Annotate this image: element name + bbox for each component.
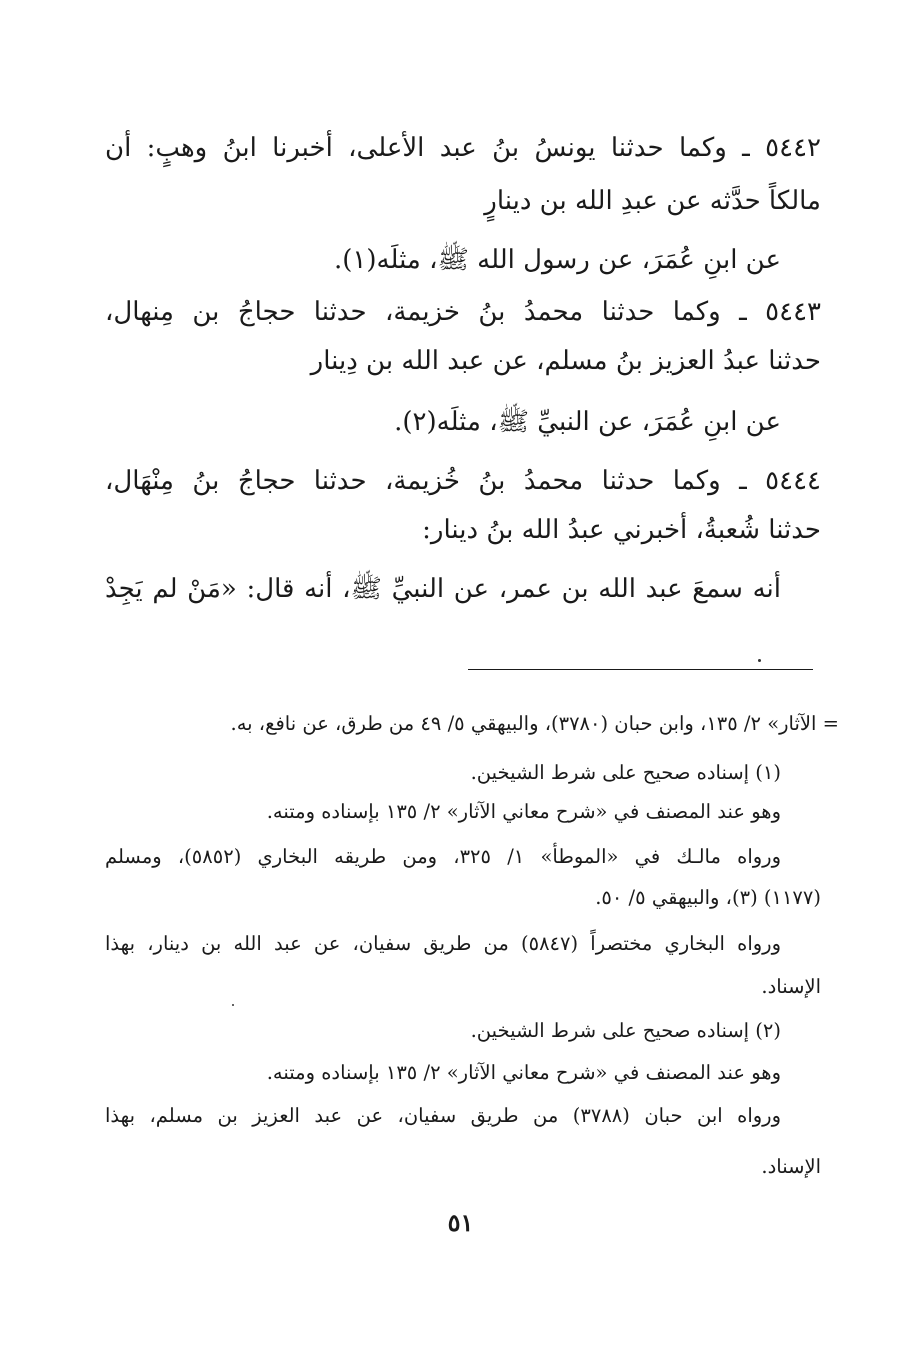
hadith-5442-line-1: ٥٤٤٢ ـ وكما حدثنا يونسُ بنُ عبد الأعلى، أخبرنا ابنُ وهبٍ: أن	[105, 133, 821, 163]
hadith-5444-line-2: حدثنا شُعبةُ، أخبرني عبدُ الله بنُ دينار:	[422, 515, 821, 545]
print-speck	[758, 659, 761, 662]
footnote-1-line-1: (١) إسناده صحيح على شرط الشيخين.	[470, 761, 781, 784]
hadith-5443-line-2: حدثنا عبدُ العزيز بنُ مسلم، عن عبد الله بن دِينار	[310, 346, 821, 376]
hadith-5443-line-3: عن ابنِ عُمَرَ، عن النبيِّ ﷺ، مثلَه(٢).	[394, 407, 781, 437]
footnote-separator	[468, 669, 813, 670]
hadith-5444-line-3: أنه سمعَ عبد الله بن عمر، عن النبيِّ ﷺ، أنه قال: «مَنْ لم يَجِدْ	[105, 574, 781, 604]
hadith-5444-line-1: ٥٤٤٤ ـ وكما حدثنا محمدُ بنُ خُزيمة، حدثنا حجاجُ بنُ مِنْهَال،	[105, 466, 821, 496]
footnote-2-line-1: (٢) إسناده صحيح على شرط الشيخين.	[470, 1019, 781, 1042]
page-number: ٥١	[447, 1208, 474, 1237]
footnote-1-line-3: ورواه مالـك في «الموطأ» ١/ ٣٢٥، ومن طريقه البخاري (٥٨٥٢)، ومسلم	[105, 845, 781, 868]
footnote-2-line-2: وهو عند المصنف في «شرح معاني الآثار» ٢/ ١٣٥ بإسناده ومتنه.	[266, 1061, 781, 1084]
print-speck-2	[232, 1004, 234, 1006]
hadith-5442-line-2: مالكاً حدَّثه عن عبدِ الله بن دينارٍ	[484, 186, 821, 216]
footnote-continuation: = الآثار» ٢/ ١٣٥، وابن حبان (٣٧٨٠)، والبيهقي ٥/ ٤٩ من طرق، عن نافع، به.	[230, 712, 839, 735]
footnote-1-line-4: (١١٧٧) (٣)، والبيهقي ٥/ ٥٠.	[595, 886, 821, 909]
footnote-2-line-4: الإسناد.	[761, 1155, 821, 1178]
hadith-5442-line-3: عن ابنِ عُمَرَ، عن رسول الله ﷺ، مثلَه(١).	[333, 245, 781, 275]
footnote-1-line-6: الإسناد.	[761, 975, 821, 998]
footnote-2-line-3: ورواه ابن حبان (٣٧٨٨) من طريق سفيان، عن عبد العزيز بن مسلم، بهذا	[105, 1104, 781, 1127]
hadith-5443-line-1: ٥٤٤٣ ـ وكما حدثنا محمدُ بنُ خزيمة، حدثنا حجاجُ بن مِنهال،	[105, 297, 821, 327]
footnote-1-line-2: وهو عند المصنف في «شرح معاني الآثار» ٢/ ١٣٥ بإسناده ومتنه.	[266, 800, 781, 823]
footnote-1-line-5: ورواه البخاري مختصراً (٥٨٤٧) من طريق سفيان، عن عبد الله بن دينار، بهذا	[105, 932, 781, 955]
